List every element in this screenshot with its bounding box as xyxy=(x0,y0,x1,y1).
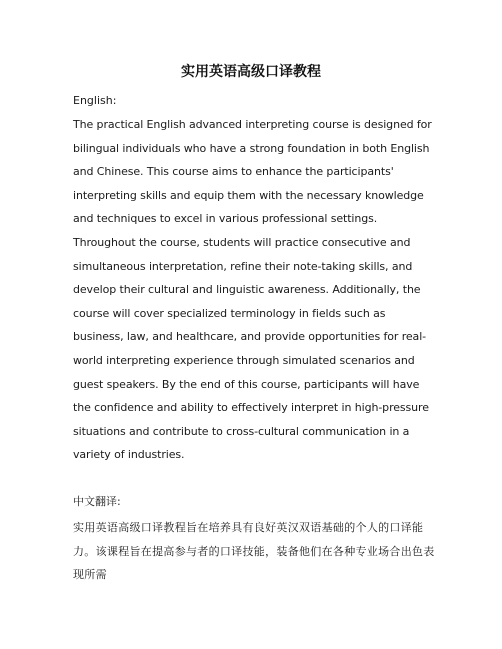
english-body-paragraph: The practical English advanced interpreting course is designed for bilingual individuals who have a strong foundation in both English and Chinese. This course aims to enhance the participants' interpreting skills and equip them with the necessary knowledge and techniques to excel in various professional settings. Throughout the course, students will practice consecutive and simultaneous interpretation, refine their note-taking skills, and develop their cultural and linguistic awareness. Additionally, the course will cover specialized terminology in fields such as business, law, and healthcare, and provide opportunities for real-world interpreting experience through simulated scenarios and guest speakers. By the end of this course, participants will have the confidence and ability to effectively interpret in high-pressure situations and contribute to cross-cultural communication in a variety of industries. xyxy=(73,118,432,462)
chinese-body-paragraph: 实用英语高级口译教程旨在培养具有良好英汉双语基础的个人的口译能力。该课程旨在提高参与者的口译技能，装备他们在各种专业场合出色表现所需 xyxy=(73,521,435,582)
chinese-section-label: 中文翻译: xyxy=(73,495,121,508)
document-title: 实用英语高级口译教程 xyxy=(181,64,321,80)
english-section-label: English: xyxy=(73,94,117,107)
